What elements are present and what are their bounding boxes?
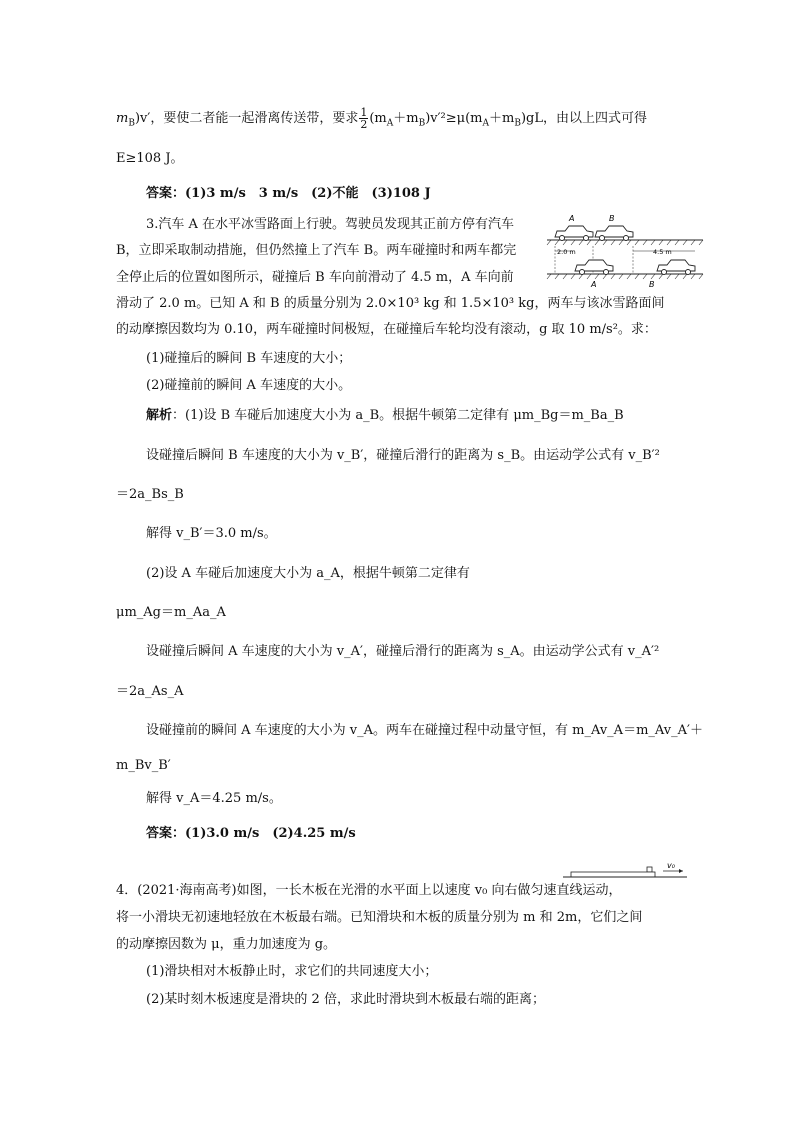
long-board bbox=[571, 872, 655, 877]
q3-line-7: (2)碰撞前的瞬间 A 车速度的大小。 bbox=[146, 378, 352, 393]
label-v0: v₀ bbox=[667, 861, 675, 870]
car-a-bottom bbox=[575, 260, 613, 275]
q3-line-2: B，立即采取制动措施，但仍然撞上了汽车 B。两车碰撞时和两车都完 bbox=[116, 243, 517, 258]
answer-1 bbox=[146, 186, 431, 202]
label-a-bottom: A bbox=[591, 280, 597, 289]
fraction-numerator: 1 bbox=[360, 106, 368, 119]
q3-line-5: 的动摩擦因数均为 0.10，两车碰撞时间极短，在碰撞后车轮均没有滚动，g 取 10 m/s²。求： bbox=[116, 322, 657, 337]
text: B bbox=[514, 118, 521, 129]
answer-2 bbox=[146, 826, 356, 842]
text: )gL，由以上四式可得 bbox=[520, 111, 647, 126]
text: B bbox=[128, 118, 135, 129]
dist-a: 2.0 m bbox=[557, 248, 576, 256]
text: )v′²≥μ(m bbox=[425, 111, 483, 126]
board-figure bbox=[563, 858, 689, 886]
answer-label: 答案： bbox=[146, 186, 186, 201]
solution-line-4: 解得 v_B′＝3.0 m/s。 bbox=[146, 526, 277, 541]
car-b-bottom bbox=[657, 260, 695, 275]
solution-label: 解析 bbox=[146, 408, 173, 423]
q3-line-4: 滑动了 2.0 m。已知 A 和 B 的质量分别为 2.0×10³ kg 和 1.5×10³ kg，两车与该冰雪路面间 bbox=[116, 296, 665, 311]
q3-line-1: 3.汽车 A 在水平冰雪路面上行驶。驾驶员发现其正前方停有汽车 bbox=[146, 217, 515, 232]
q4-line-2: 将一小滑块无初速地轻放在木板最右端。已知滑块和木板的质量分别为 m 和 2m，它们之间 bbox=[116, 910, 643, 925]
car-b-top bbox=[595, 226, 633, 241]
label-b-bottom: B bbox=[649, 280, 655, 289]
text: ＋m bbox=[489, 111, 515, 126]
q4-line-5: (2)某时刻木板速度是滑块的 2 倍，求此时滑块到木板最右端的距离； bbox=[146, 992, 545, 1007]
line-2: E≥108 J。 bbox=[116, 151, 184, 166]
slider-block bbox=[647, 867, 652, 872]
text: )v′，要使二者能一起滑离传送带，要求 bbox=[134, 111, 359, 126]
q4-line-4: (1)滑块相对木板静止时，求它们的共同速度大小； bbox=[146, 964, 438, 979]
fraction bbox=[359, 107, 368, 130]
label-a-top: A bbox=[569, 214, 575, 223]
solution-line-3: ＝2a_Bs_B bbox=[116, 487, 184, 502]
solution-line-8: ＝2a_As_A bbox=[116, 684, 184, 699]
solution-line-9: 设碰撞前的瞬间 A 车速度的大小为 v_A。两车在碰撞过程中动量守恒，有 m_Av_A＝m_Av_A′＋ bbox=[146, 723, 703, 738]
car-collision-figure bbox=[545, 210, 705, 290]
answer-text: (1)3 m/s 3 m/s (2)不能 (3)108 J bbox=[185, 186, 431, 201]
answer-text: (1)3.0 m/s (2)4.25 m/s bbox=[185, 826, 356, 841]
solution-line-2: 设碰撞后瞬间 B 车速度的大小为 v_B′，碰撞后滑行的距离为 s_B。由运动学公式有 v_B′² bbox=[146, 448, 660, 463]
solution-line-6: μm_Ag＝m_Aa_A bbox=[116, 605, 226, 620]
text: B bbox=[418, 118, 426, 129]
solution-line-7: 设碰撞后瞬间 A 车速度的大小为 v_A′，碰撞后滑行的距离为 s_A。由运动学公式有 v_A′² bbox=[146, 644, 660, 659]
q3-line-6: (1)碰撞后的瞬间 B 车速度的大小； bbox=[146, 351, 352, 366]
text: ：(1)设 B 车碰后加速度大小为 a_B。根据牛顿第二定律有 μm_Bg＝m_Ba_B bbox=[172, 408, 624, 423]
text: A bbox=[386, 118, 394, 129]
text: (m bbox=[369, 111, 387, 126]
line-1 bbox=[116, 107, 647, 130]
car-a-top bbox=[555, 226, 593, 241]
solution-line-10: m_Bv_B′ bbox=[116, 758, 171, 773]
fraction-denominator: 2 bbox=[360, 118, 368, 131]
text: A bbox=[482, 118, 490, 129]
answer-label: 答案： bbox=[146, 826, 186, 841]
dist-b: 4.5 m bbox=[653, 248, 672, 256]
q4-line-3: 的动摩擦因数为 μ，重力加速度为 g。 bbox=[116, 937, 337, 952]
solution-line-1 bbox=[146, 408, 624, 424]
label-b-top: B bbox=[609, 214, 615, 223]
solution-line-11: 解得 v_A＝4.25 m/s。 bbox=[146, 791, 282, 806]
q4-line-1: 4．(2021·海南高考)如图，一长木板在光滑的水平面上以速度 v₀ 向右做匀速直线运动， bbox=[116, 883, 622, 898]
q3-line-3: 全停止后的位置如图所示，碰撞后 B 车向前滑动了 4.5 m，A 车向前 bbox=[116, 270, 514, 285]
solution-line-5: (2)设 A 车碰后加速度大小为 a_A，根据牛顿第二定律有 bbox=[146, 566, 470, 581]
text: m bbox=[116, 111, 129, 126]
text: ＋m bbox=[393, 111, 419, 126]
